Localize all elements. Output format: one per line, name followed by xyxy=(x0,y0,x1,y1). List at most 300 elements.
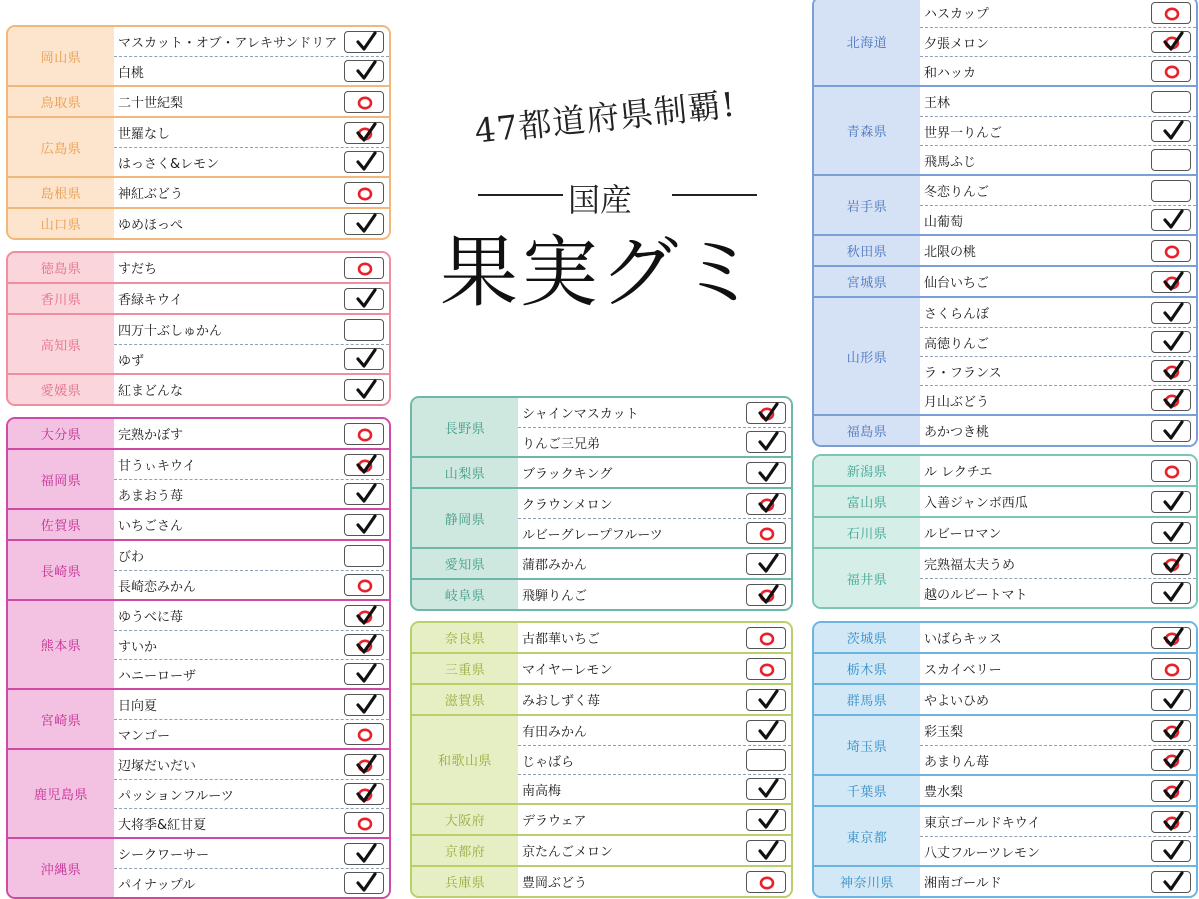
fruit-name: さくらんぼ xyxy=(924,307,990,322)
circle-mark-icon[interactable] xyxy=(746,522,786,544)
fruit-name: ゆめほっぺ xyxy=(118,218,184,233)
fruit-name: 豊水梨 xyxy=(924,785,964,800)
circle-mark-icon[interactable] xyxy=(746,658,786,680)
empty-checkbox[interactable] xyxy=(1151,91,1191,113)
prefecture-name: 石川県 xyxy=(814,518,920,547)
check-mark-icon[interactable] xyxy=(344,694,384,716)
fruit-item xyxy=(920,27,1196,56)
prefecture-row xyxy=(412,623,791,652)
fruit-name: あまりん苺 xyxy=(924,754,990,770)
prefecture-row xyxy=(814,85,1196,174)
fruit-item xyxy=(114,601,389,630)
prefecture-group xyxy=(812,454,1198,609)
check-mark-icon[interactable] xyxy=(746,809,786,831)
fruit-item xyxy=(518,623,791,652)
prefecture-name: 秋田県 xyxy=(814,236,920,265)
prefecture-row xyxy=(814,714,1196,774)
prefecture-name: 滋賀県 xyxy=(412,685,518,714)
fruit-name: マスカット・オブ・アレキサンドリア xyxy=(118,36,338,51)
prefecture-name: 高知県 xyxy=(8,315,114,373)
fruit-name: 王林 xyxy=(924,96,951,111)
prefecture-row xyxy=(8,253,389,282)
fruit-item xyxy=(920,385,1196,414)
fruit-name: ルビーグレープフルーツ xyxy=(522,527,663,543)
fruit-name: ゆうべに苺 xyxy=(118,610,184,625)
circle-check-mark-icon[interactable] xyxy=(746,584,786,606)
empty-checkbox[interactable] xyxy=(344,319,384,341)
prefecture-group xyxy=(6,417,391,899)
check-mark-icon[interactable] xyxy=(746,689,786,711)
fruit-name: パイナップル xyxy=(118,877,196,893)
prefecture-row xyxy=(814,0,1196,85)
prefecture-name: 鳥取県 xyxy=(8,87,114,116)
prefecture-row xyxy=(814,234,1196,265)
prefecture-name: 岡山県 xyxy=(8,27,114,85)
prefecture-name: 愛知県 xyxy=(412,549,518,578)
prefecture-row xyxy=(412,683,791,714)
fruit-name: いちごさん xyxy=(118,519,184,534)
check-mark-icon[interactable] xyxy=(344,31,384,53)
circle-mark-icon[interactable] xyxy=(1151,2,1191,24)
fruit-item xyxy=(920,518,1196,547)
check-mark-icon[interactable] xyxy=(344,151,384,173)
fruit-name: 和ハッカ xyxy=(924,65,977,81)
fruit-item xyxy=(114,479,389,508)
prefecture-name: 青森県 xyxy=(814,87,920,174)
prefecture-row xyxy=(814,774,1196,805)
check-mark-icon[interactable] xyxy=(746,778,786,800)
title-line3: 果実グミ xyxy=(440,228,761,318)
fruit-name: はっさく&レモン xyxy=(118,156,220,172)
fruit-name: 日向夏 xyxy=(118,699,158,714)
circle-mark-icon[interactable] xyxy=(344,257,384,279)
fruit-name: 東京ゴールドキウイ xyxy=(924,816,1041,831)
fruit-name: 仙台いちご xyxy=(924,276,990,291)
prefecture-row xyxy=(814,456,1196,485)
fruit-name: 世羅なし xyxy=(118,127,171,142)
check-mark-icon[interactable] xyxy=(344,379,384,401)
prefecture-row xyxy=(8,207,389,238)
prefecture-row xyxy=(8,373,389,404)
prefecture-row xyxy=(814,414,1196,445)
fruit-name: 入善ジャンボ西瓜 xyxy=(924,496,1028,511)
circle-mark-icon[interactable] xyxy=(1151,240,1191,262)
title-line1: 47都道府県制覇! xyxy=(472,84,738,151)
fruit-item xyxy=(920,327,1196,356)
fruit-item xyxy=(920,836,1196,865)
fruit-item xyxy=(518,654,791,683)
fruit-name: すいか xyxy=(118,639,158,655)
check-mark-icon[interactable] xyxy=(1151,209,1191,231)
circle-check-mark-icon[interactable] xyxy=(1151,389,1191,411)
circle-mark-icon[interactable] xyxy=(344,812,384,834)
fruit-item xyxy=(518,489,791,518)
prefecture-row xyxy=(814,516,1196,547)
fruit-name: 辺塚だいだい xyxy=(118,759,197,774)
fruit-name: マイヤーレモン xyxy=(522,663,613,678)
fruit-item xyxy=(920,578,1196,607)
prefecture-name: 群馬県 xyxy=(814,685,920,714)
fruit-name: びわ xyxy=(118,550,145,565)
fruit-name: ハニーローザ xyxy=(118,668,197,684)
prefecture-row xyxy=(412,714,791,803)
fruit-name: 八丈フルーツレモン xyxy=(924,845,1040,861)
fruit-name: 白桃 xyxy=(118,65,145,81)
prefecture-name: 山梨県 xyxy=(412,458,518,487)
prefecture-row xyxy=(8,748,389,837)
check-mark-icon[interactable] xyxy=(1151,689,1191,711)
prefecture-row xyxy=(412,865,791,896)
fruit-item xyxy=(114,315,389,344)
prefecture-name: 徳島県 xyxy=(8,253,114,282)
prefecture-group xyxy=(812,621,1198,898)
prefecture-name: 長野県 xyxy=(412,398,518,456)
prefecture-name: 岩手県 xyxy=(814,176,920,234)
fruit-item xyxy=(114,253,389,282)
prefecture-name: 香川県 xyxy=(8,284,114,313)
fruit-item xyxy=(920,745,1196,774)
prefecture-row xyxy=(8,448,389,508)
prefecture-row xyxy=(814,865,1196,896)
fruit-item xyxy=(920,0,1196,27)
prefecture-row xyxy=(8,27,389,85)
prefecture-group xyxy=(6,25,391,240)
circle-check-mark-icon[interactable] xyxy=(1151,811,1191,833)
fruit-name: 京たんごメロン xyxy=(522,845,614,860)
circle-mark-icon[interactable] xyxy=(344,423,384,445)
fruit-item xyxy=(114,630,389,659)
fruit-item xyxy=(920,654,1196,683)
fruit-name: あまおう苺 xyxy=(118,488,184,504)
fruit-item xyxy=(114,868,389,897)
prefecture-row xyxy=(814,265,1196,296)
fruit-name: 蒲郡みかん xyxy=(522,558,588,573)
circle-check-mark-icon[interactable] xyxy=(1151,780,1191,802)
title-line2: 国産 xyxy=(567,181,632,219)
fruit-name: 夕張メロン xyxy=(924,36,990,52)
fruit-name: あかつき桃 xyxy=(924,425,990,440)
title-rule-right xyxy=(672,194,757,196)
fruit-item xyxy=(518,549,791,578)
fruit-item xyxy=(114,56,389,85)
empty-checkbox[interactable] xyxy=(746,749,786,771)
fruit-item xyxy=(114,808,389,837)
circle-check-mark-icon[interactable] xyxy=(344,122,384,144)
prefecture-name: 福岡県 xyxy=(8,450,114,508)
prefecture-group xyxy=(410,396,793,611)
check-mark-icon[interactable] xyxy=(1151,840,1191,862)
fruit-name: 南高梅 xyxy=(522,783,562,799)
circle-check-mark-icon[interactable] xyxy=(344,605,384,627)
circle-mark-icon[interactable] xyxy=(746,627,786,649)
prefecture-row xyxy=(8,508,389,539)
circle-check-mark-icon[interactable] xyxy=(344,783,384,805)
check-mark-icon[interactable] xyxy=(344,483,384,505)
prefecture-row xyxy=(814,174,1196,234)
fruit-item xyxy=(114,375,389,404)
check-mark-icon[interactable] xyxy=(1151,582,1191,604)
prefecture-row xyxy=(412,834,791,865)
prefecture-name: 宮崎県 xyxy=(8,690,114,748)
fruit-item xyxy=(920,685,1196,714)
fruit-item xyxy=(518,836,791,865)
fruit-item xyxy=(920,623,1196,652)
circle-check-mark-icon[interactable] xyxy=(1151,271,1191,293)
fruit-item xyxy=(114,87,389,116)
circle-mark-icon[interactable] xyxy=(344,91,384,113)
check-mark-icon[interactable] xyxy=(344,288,384,310)
fruit-item xyxy=(114,344,389,373)
fruit-name: 湘南ゴールド xyxy=(924,876,1002,891)
fruit-item xyxy=(920,236,1196,265)
prefecture-name: 山口県 xyxy=(8,209,114,238)
prefecture-name: 佐賀県 xyxy=(8,510,114,539)
prefecture-name: 岐阜県 xyxy=(412,580,518,609)
check-mark-icon[interactable] xyxy=(746,840,786,862)
fruit-name: 完熟福太夫うめ xyxy=(924,558,1016,573)
prefecture-row xyxy=(8,539,389,599)
fruit-item xyxy=(518,685,791,714)
prefecture-name: 大分県 xyxy=(8,419,114,448)
check-mark-icon[interactable] xyxy=(1151,522,1191,544)
prefecture-group xyxy=(812,0,1198,447)
fruit-name: 神紅ぶどう xyxy=(118,187,184,202)
circle-mark-icon[interactable] xyxy=(344,182,384,204)
fruit-item xyxy=(920,87,1196,116)
fruit-name: 大将季&紅甘夏 xyxy=(118,817,207,833)
prefecture-name: 神奈川県 xyxy=(814,867,920,896)
prefecture-name: 島根県 xyxy=(8,178,114,207)
title-rule-left xyxy=(478,194,563,196)
fruit-item xyxy=(114,178,389,207)
fruit-name: みおしずく苺 xyxy=(522,694,601,709)
check-mark-icon[interactable] xyxy=(746,720,786,742)
fruit-item xyxy=(920,776,1196,805)
circle-check-mark-icon[interactable] xyxy=(1151,749,1191,771)
prefecture-name: 茨城県 xyxy=(814,623,920,652)
check-mark-icon[interactable] xyxy=(344,843,384,865)
fruit-name: ラ・フランス xyxy=(924,365,1002,381)
fruit-name: じゃばら xyxy=(522,754,575,770)
fruit-item xyxy=(920,549,1196,578)
fruit-name: 越のルビートマト xyxy=(924,587,1028,603)
check-mark-icon[interactable] xyxy=(1151,420,1191,442)
prefecture-name: 福井県 xyxy=(814,549,920,607)
check-mark-icon[interactable] xyxy=(344,514,384,536)
empty-checkbox[interactable] xyxy=(1151,180,1191,202)
prefecture-row xyxy=(814,296,1196,414)
fruit-item xyxy=(518,716,791,745)
prefecture-name: 東京都 xyxy=(814,807,920,865)
prefecture-name: 富山県 xyxy=(814,487,920,516)
fruit-name: スカイベリー xyxy=(924,663,1002,678)
fruit-item xyxy=(920,716,1196,745)
fruit-item xyxy=(920,356,1196,385)
prefecture-row xyxy=(8,419,389,448)
prefecture-name: 京都府 xyxy=(412,836,518,865)
fruit-name: ルビーロマン xyxy=(924,527,1002,542)
check-mark-icon[interactable] xyxy=(1151,331,1191,353)
fruit-name: 甘うぃキウイ xyxy=(118,459,196,474)
prefecture-group xyxy=(6,251,391,406)
fruit-item xyxy=(114,659,389,688)
prefecture-row xyxy=(814,683,1196,714)
check-mark-icon[interactable] xyxy=(1151,120,1191,142)
fruit-item xyxy=(920,487,1196,516)
fruit-item xyxy=(518,580,791,609)
fruit-item xyxy=(920,456,1196,485)
prefecture-name: 鹿児島県 xyxy=(8,750,114,837)
prefecture-row xyxy=(8,282,389,313)
fruit-item xyxy=(518,427,791,456)
prefecture-name: 宮城県 xyxy=(814,267,920,296)
circle-check-mark-icon[interactable] xyxy=(344,754,384,776)
prefecture-name: 大阪府 xyxy=(412,805,518,834)
prefecture-name: 熊本県 xyxy=(8,601,114,688)
fruit-name: 高徳りんご xyxy=(924,336,990,352)
fruit-item xyxy=(114,27,389,56)
fruit-name: 有田みかん xyxy=(522,725,588,740)
fruit-name: 冬恋りんご xyxy=(924,185,990,200)
prefecture-row xyxy=(412,487,791,547)
prefecture-name: 静岡県 xyxy=(412,489,518,547)
prefecture-name: 栃木県 xyxy=(814,654,920,683)
fruit-name: ゆず xyxy=(118,353,145,369)
prefecture-row xyxy=(8,116,389,176)
check-mark-icon[interactable] xyxy=(746,462,786,484)
prefecture-name: 山形県 xyxy=(814,298,920,414)
empty-checkbox[interactable] xyxy=(344,545,384,567)
fruit-item xyxy=(518,398,791,427)
prefecture-row xyxy=(814,485,1196,516)
check-mark-icon[interactable] xyxy=(344,213,384,235)
fruit-name: 紅まどんな xyxy=(118,384,184,399)
circle-check-mark-icon[interactable] xyxy=(746,402,786,424)
fruit-item xyxy=(920,298,1196,327)
prefecture-row xyxy=(814,652,1196,683)
prefecture-name: 新潟県 xyxy=(814,456,920,485)
prefecture-name: 長崎県 xyxy=(8,541,114,599)
prefecture-row xyxy=(8,85,389,116)
prefecture-name: 千葉県 xyxy=(814,776,920,805)
fruit-item xyxy=(920,416,1196,445)
prefecture-name: 愛媛県 xyxy=(8,375,114,404)
fruit-name: シャインマスカット xyxy=(522,407,639,422)
fruit-item xyxy=(920,145,1196,174)
fruit-item xyxy=(920,56,1196,85)
fruit-item xyxy=(920,807,1196,836)
check-mark-icon[interactable] xyxy=(344,348,384,370)
fruit-item xyxy=(920,176,1196,205)
prefecture-row xyxy=(814,805,1196,865)
fruit-name: ブラックキング xyxy=(522,467,613,482)
fruit-name: 山葡萄 xyxy=(924,214,964,230)
fruit-item xyxy=(518,774,791,803)
circle-mark-icon[interactable] xyxy=(344,574,384,596)
circle-mark-icon[interactable] xyxy=(344,723,384,745)
fruit-name: 月山ぶどう xyxy=(924,394,990,410)
circle-mark-icon[interactable] xyxy=(1151,460,1191,482)
prefecture-row xyxy=(412,547,791,578)
fruit-item xyxy=(518,458,791,487)
circle-check-mark-icon[interactable] xyxy=(1151,31,1191,53)
prefecture-name: 兵庫県 xyxy=(412,867,518,896)
circle-check-mark-icon[interactable] xyxy=(1151,553,1191,575)
prefecture-row xyxy=(814,623,1196,652)
fruit-name: 完熟かぼす xyxy=(118,428,184,443)
fruit-item xyxy=(114,284,389,313)
fruit-name: すだち xyxy=(118,262,158,277)
check-mark-icon[interactable] xyxy=(1151,302,1191,324)
check-mark-icon[interactable] xyxy=(746,553,786,575)
circle-check-mark-icon[interactable] xyxy=(1151,627,1191,649)
fruit-item xyxy=(114,541,389,570)
check-mark-icon[interactable] xyxy=(344,663,384,685)
check-mark-icon[interactable] xyxy=(344,60,384,82)
check-mark-icon[interactable] xyxy=(344,872,384,894)
prefecture-name: 福島県 xyxy=(814,416,920,445)
prefecture-row xyxy=(412,398,791,456)
fruit-item xyxy=(114,570,389,599)
prefecture-row xyxy=(8,837,389,897)
prefecture-name: 奈良県 xyxy=(412,623,518,652)
circle-check-mark-icon[interactable] xyxy=(1151,720,1191,742)
fruit-item xyxy=(114,719,389,748)
prefecture-row xyxy=(8,176,389,207)
fruit-item xyxy=(114,209,389,238)
fruit-item xyxy=(114,419,389,448)
fruit-item xyxy=(518,745,791,774)
prefecture-row xyxy=(8,313,389,373)
prefecture-row xyxy=(412,456,791,487)
circle-check-mark-icon[interactable] xyxy=(1151,360,1191,382)
fruit-name: マンゴー xyxy=(118,728,171,744)
prefecture-row xyxy=(412,803,791,834)
fruit-name: いばらキッス xyxy=(924,632,1002,647)
circle-check-mark-icon[interactable] xyxy=(746,493,786,515)
fruit-name: 長崎恋みかん xyxy=(118,579,197,595)
circle-mark-icon[interactable] xyxy=(1151,658,1191,680)
fruit-name: ハスカップ xyxy=(924,7,989,22)
circle-check-mark-icon[interactable] xyxy=(344,454,384,476)
fruit-name: デラウェア xyxy=(522,814,587,829)
circle-mark-icon[interactable] xyxy=(1151,60,1191,82)
fruit-name: 飛馬ふじ xyxy=(924,154,977,170)
check-mark-icon[interactable] xyxy=(746,431,786,453)
fruit-item xyxy=(114,510,389,539)
fruit-name: 二十世紀梨 xyxy=(118,96,184,111)
fruit-item xyxy=(114,750,389,779)
prefecture-name: 三重県 xyxy=(412,654,518,683)
fruit-name: 豊岡ぶどう xyxy=(522,876,588,891)
empty-checkbox[interactable] xyxy=(1151,149,1191,171)
fruit-item xyxy=(114,779,389,808)
prefecture-name: 和歌山県 xyxy=(412,716,518,803)
circle-check-mark-icon[interactable] xyxy=(344,634,384,656)
prefecture-name: 広島県 xyxy=(8,118,114,176)
fruit-item xyxy=(114,147,389,176)
fruit-item xyxy=(518,805,791,834)
fruit-item xyxy=(920,267,1196,296)
fruit-item xyxy=(920,205,1196,234)
fruit-item xyxy=(920,116,1196,145)
check-mark-icon[interactable] xyxy=(1151,491,1191,513)
fruit-name: やよいひめ xyxy=(924,694,990,709)
fruit-name: シークワーサー xyxy=(118,848,210,863)
fruit-name: 飛騨りんご xyxy=(522,589,588,604)
fruit-name: 古都華いちご xyxy=(522,632,601,647)
prefecture-name: 沖縄県 xyxy=(8,839,114,897)
